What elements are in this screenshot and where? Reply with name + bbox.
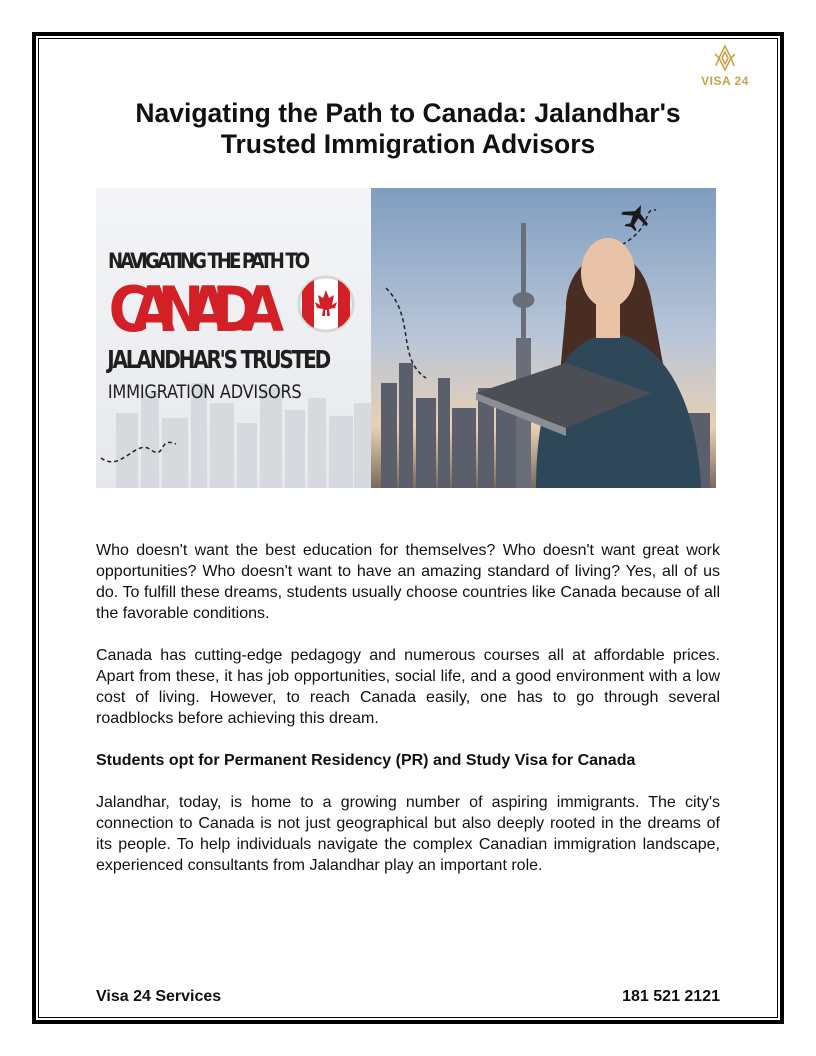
crown-icon <box>710 44 740 72</box>
canada-flag-icon <box>299 277 353 331</box>
banner-line1: NAVIGATING THE PATH TO <box>108 248 311 274</box>
footer-company: Visa 24 Services <box>96 988 222 1005</box>
visa24-logo <box>693 44 757 92</box>
footer-phone: 181 521 2121 <box>622 988 720 1005</box>
paragraph-3: Jalandhar, today, is home to a growing number of aspiring immigrants. The city's connection to Canada is not just geographical but also deeply rooted in the dreams of its people. To help individuals navigate the complex Canadian immigration landscape, experienced consultants from Jalandhar play an important role. <box>96 794 720 874</box>
page-title: Navigating the Path to Canada: Jalandhar's Trusted Immigration Advisors <box>135 98 681 159</box>
article-body <box>96 540 720 897</box>
section-subheading: Students opt for Permanent Residency (PR) and Study Visa for Canada <box>96 752 636 769</box>
paragraph-1: Who doesn't want the best education for themselves? Who doesn't want great work opportunities? Who doesn't want to have an amazing standard of living? Yes, all of us do. To fulfill these dreams, students usually choose countries like Canada because of all the favorable conditions. <box>96 542 720 622</box>
banner-line3: JALANDHAR'S TRUSTED <box>107 345 332 375</box>
paragraph-2: Canada has cutting-edge pedagogy and numerous courses all at affordable prices. Apart from these, it has job opportunities, social life, and a good environment with a low cost of living. However, to reach Canada easily, one has to go through several roadblocks before achieving this dream. <box>96 647 720 727</box>
banner-line4: IMMIGRATION ADVISORS <box>107 381 302 404</box>
logo-text: VISA 24 <box>701 74 749 88</box>
page-footer <box>96 988 720 1006</box>
banner-image <box>96 188 716 488</box>
banner-line2: CANADA <box>108 273 285 346</box>
